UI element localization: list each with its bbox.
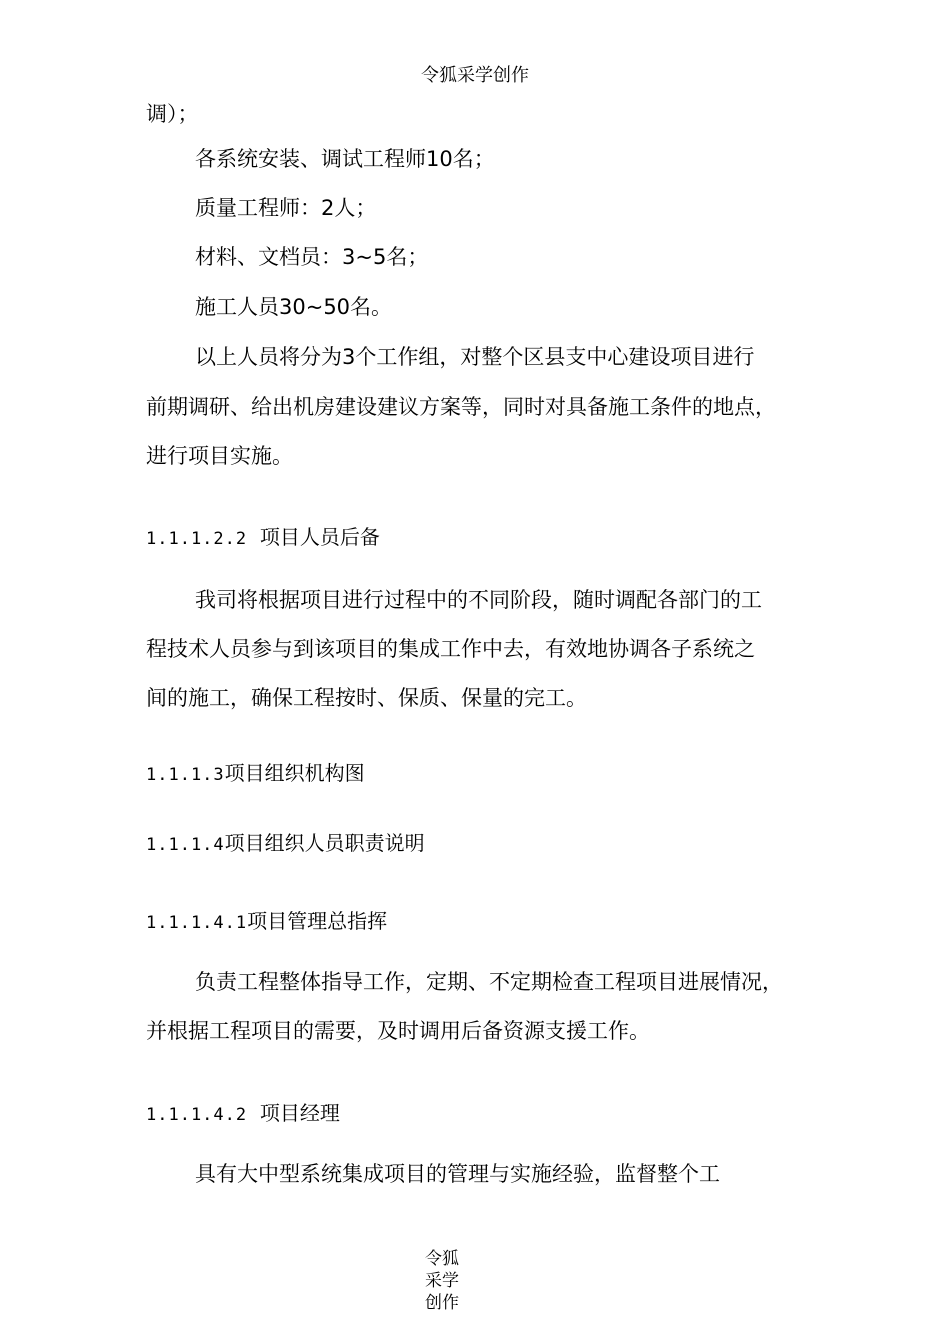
paragraph-line: 具有大中型系统集成项目的管理与实施经验，监督整个工 [195, 1162, 720, 1186]
paragraph-line: 负责工程整体指导工作，定期、不定期检查工程项目进展情况， [195, 970, 783, 994]
section-heading [146, 523, 380, 553]
footer-line: 采学 [425, 1271, 459, 1291]
paragraph-line: 调）； [146, 102, 199, 126]
section-number: 1.1.1.3 [146, 765, 225, 785]
paragraph-line: 材料、文档员：3~5名； [195, 245, 429, 269]
section-heading [146, 829, 425, 859]
footer-line: 创作 [425, 1293, 459, 1313]
page-footer [0, 1248, 884, 1314]
paragraph-line: 程技术人员参与到该项目的集成工作中去，有效地协调各子系统之 [146, 637, 755, 661]
section-title: 项目人员后备 [259, 525, 380, 549]
section-number: 1.1.1.4 [146, 835, 225, 855]
section-number: 1.1.1.4.1 [146, 913, 248, 933]
section-title: 项目管理总指挥 [247, 909, 388, 933]
section-title: 项目经理 [259, 1101, 340, 1125]
page-header: 令狐采学创作 [421, 65, 529, 86]
section-heading [146, 907, 387, 937]
paragraph-line: 进行项目实施。 [146, 444, 293, 468]
paragraph-line: 施工人员30~50名。 [195, 295, 393, 319]
section-title: 项目组织机构图 [224, 761, 365, 785]
paragraph-line: 质量工程师：2人； [195, 196, 377, 220]
paragraph-line: 各系统安装、调试工程师10名； [195, 147, 495, 171]
section-heading [146, 759, 365, 789]
section-number: 1.1.1.2.2 [146, 529, 248, 549]
paragraph-line: 我司将根据项目进行过程中的不同阶段，随时调配各部门的工 [195, 588, 762, 612]
section-title: 项目组织人员职责说明 [224, 831, 425, 855]
paragraph-line: 前期调研、给出机房建设建议方案等，同时对具备施工条件的地点， [146, 395, 776, 419]
section-heading [146, 1099, 340, 1129]
paragraph-line: 并根据工程项目的需要，及时调用后备资源支援工作。 [146, 1019, 650, 1043]
footer-line: 令狐 [425, 1249, 459, 1269]
paragraph-line: 间的施工，确保工程按时、保质、保量的完工。 [146, 686, 587, 710]
section-number: 1.1.1.4.2 [146, 1105, 248, 1125]
paragraph-line: 以上人员将分为3个工作组，对整个区县支中心建设项目进行 [195, 345, 755, 369]
